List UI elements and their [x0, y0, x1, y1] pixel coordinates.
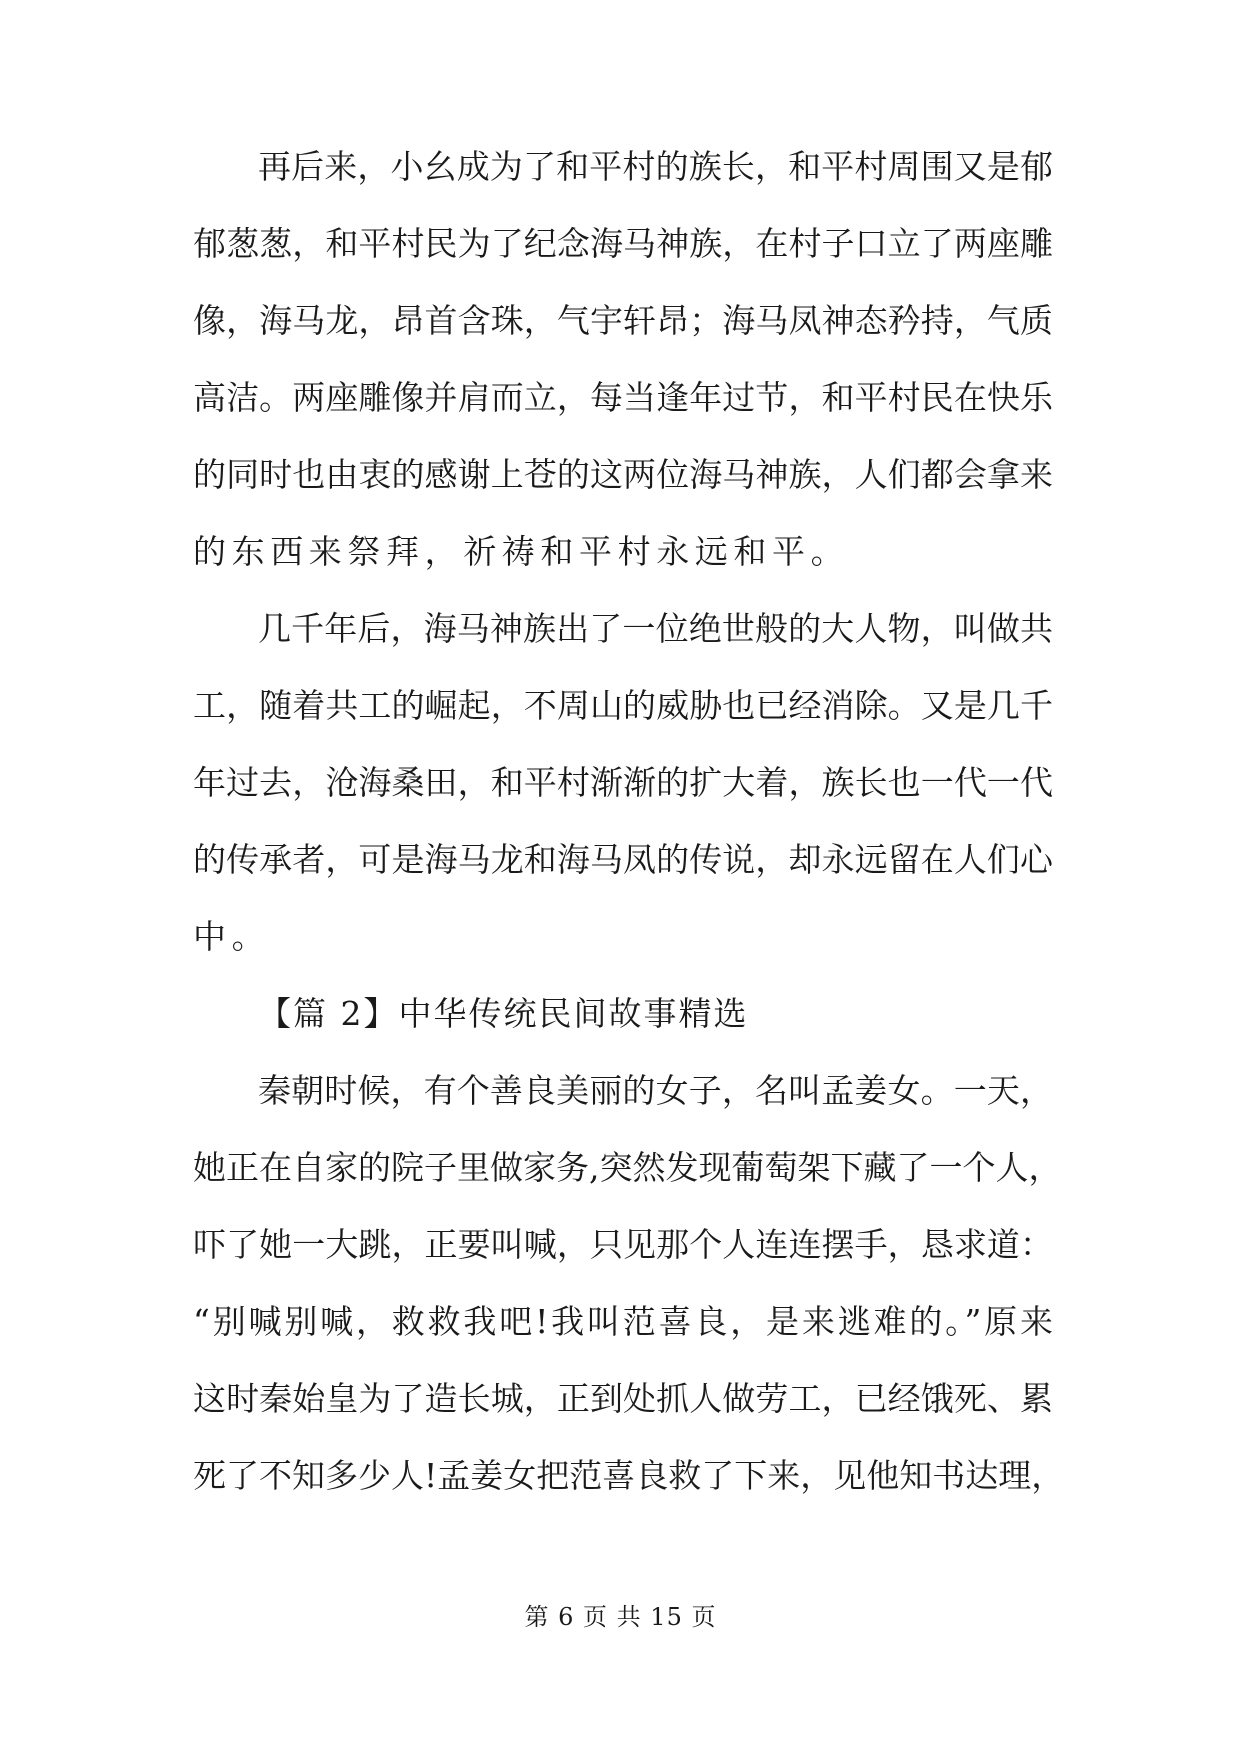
paragraph-1-line-5: 的同时也由衷的感谢上苍的这两位海马神族，人们都会拿来 — [193, 455, 1053, 494]
paragraph-2-line-2: 工，随着共工的崛起，不周山的威胁也已经消除。又是几千 — [193, 686, 1053, 725]
paragraph-3-line-5: 这时秦始皇为了造长城，正到处抓人做劳工，已经饿死、累 — [193, 1379, 1053, 1418]
paragraph-1-line-3: 像，海马龙，昂首含珠，气宇轩昂；海马凤神态矜持，气质 — [193, 301, 1053, 340]
paragraph-1-line-4: 高洁。两座雕像并肩而立，每当逢年过节，和平村民在快乐 — [193, 378, 1053, 417]
paragraph-3-line-1: 秦朝时候，有个善良美丽的女子，名叫孟姜女。一天， — [258, 1071, 1053, 1110]
paragraph-3-line-6: 死了不知多少人!孟姜女把范喜良救了下来，见他知书达理， — [193, 1456, 1065, 1495]
paragraph-1-line-2: 郁葱葱，和平村民为了纪念海马神族，在村子口立了两座雕 — [193, 224, 1053, 263]
paragraph-1-line-6: 的东西来祭拜，祈祷和平村永远和平。 — [193, 532, 850, 571]
paragraph-2-line-4: 的传承者，可是海马龙和海马凤的传说，却永远留在人们心 — [193, 840, 1053, 879]
paragraph-2-line-5: 中。 — [193, 917, 271, 956]
paragraph-3-line-4: “别喊别喊，救救我吧!我叫范喜良，是来逃难的。”原来 — [193, 1302, 1053, 1341]
paragraph-2-line-1: 几千年后，海马神族出了一位绝世般的大人物，叫做共 — [258, 609, 1053, 648]
paragraph-3-line-3: 吓了她一大跳，正要叫喊，只见那个人连连摆手，恳求道： — [193, 1225, 1053, 1264]
paragraph-3-line-2: 她正在自家的院子里做家务,突然发现葡萄架下藏了一个人， — [193, 1148, 1062, 1187]
paragraph-1-line-1: 再后来，小幺成为了和平村的族长，和平村周围又是郁 — [258, 147, 1053, 186]
paragraph-2-line-3: 年过去，沧海桑田，和平村渐渐的扩大着，族长也一代一代 — [193, 763, 1053, 802]
page-footer: 第 6 页 共 15 页 — [524, 1603, 717, 1631]
section-heading: 【篇 2】中华传统民间故事精选 — [258, 994, 749, 1033]
